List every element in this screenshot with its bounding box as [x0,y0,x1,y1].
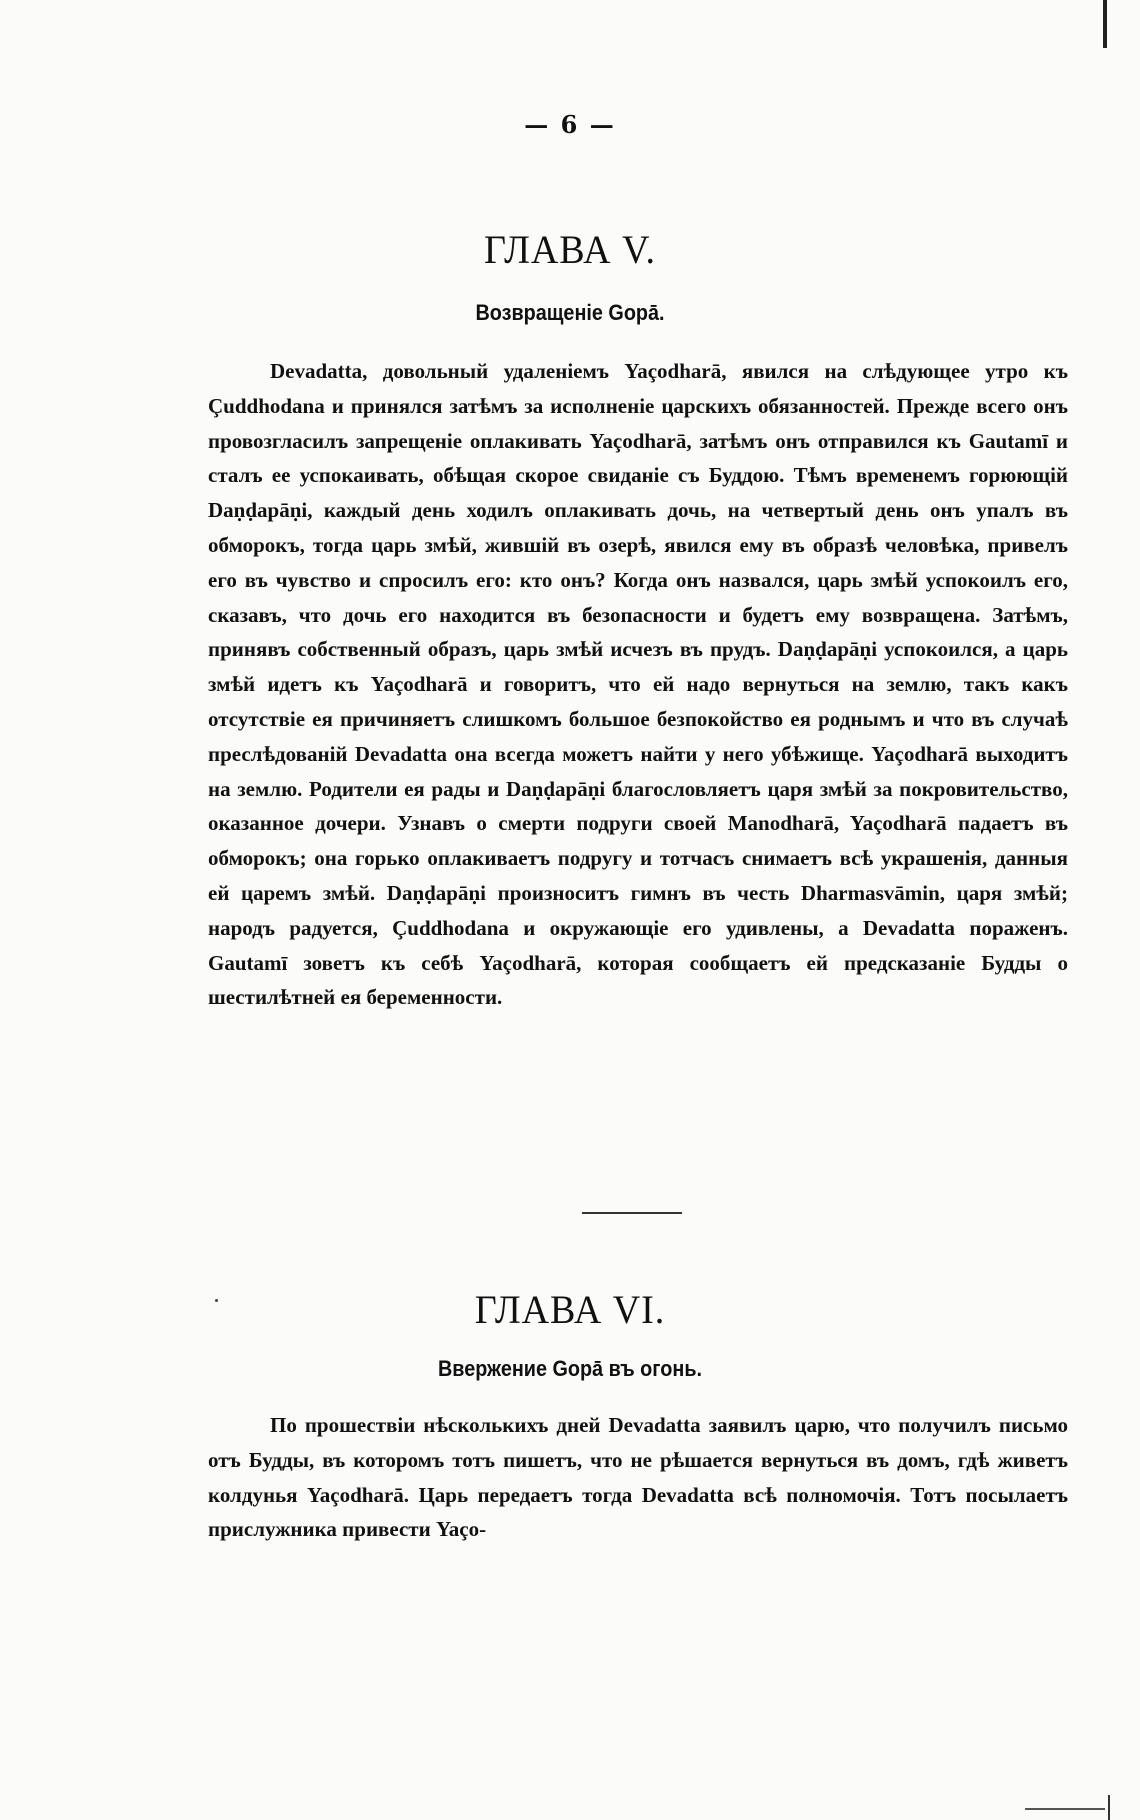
chapter-6-paragraph: По прошествіи нѣсколькихъ дней Devadatta заявилъ царю, что получилъ письмо отъ Будды, въ которомъ тотъ пишетъ, что не рѣшается вернуться въ домъ, гдѣ живетъ колдунья Yaçodharā. Царь передаетъ тогда Devadatta всѣ полномочія. Тотъ посылаетъ прислужника привести Yaço- [208,1413,1068,1542]
chapter-6-title: ГЛАВА VI. [474,1287,666,1332]
scan-edge-mark [1025,1808,1105,1810]
scan-edge-line [1103,0,1107,48]
chapter-divider [582,1212,682,1214]
page-number: — 6 — [524,110,616,139]
chapter-5-paragraph: Devadatta, довольный удаленіемъ Yaçodharā, явился на слѣдующее утро къ Çuddhodana и принялся затѣмъ за исполненіе царскихъ обязанностей. Прежде всего онъ провозгласилъ запрещеніе оплакивать Yaçodharā, затѣмъ онъ отправился къ Gautamī и сталъ ее успокаивать, обѣщая скорое свиданіе съ Буддою. Тѣмъ временемъ горюющій Daṇḍapāṇi, каждый день ходилъ оплакивать дочь, на четвертый день онъ упалъ въ обморокъ, тогда царь змѣй, жившій въ озерѣ, явился ему въ образѣ человѣка, привелъ его въ чувство и спросилъ его: кто онъ? Когда онъ назвался, царь змѣй успокоилъ его, сказавъ, что дочь его находится въ безопасности и будетъ ему возвращена. Затѣмъ, принявъ собственный образъ, царь змѣй исчезъ въ прудъ. Daṇḍapāṇi успокоился, а царь змѣй идетъ къ Yaçodharā и говоритъ, что ей надо вернуться на землю, такъ какъ отсутствіе ея причиняетъ слишкомъ большое безпокойство ея роднымъ и что въ случаѣ преслѣдованій Devadatta она всегда можетъ найти у него убѣжище. Yaçodharā выходитъ на землю. Родители ея рады и Daṇḍapāṇi благословляетъ царя змѣй за покровительство, оказанное дочери. Узнавъ о смерти подруги своей Manodharā, Yaçodharā падаетъ въ обморокъ; она горько оплакиваетъ подругу и тотчасъ снимаетъ всѣ украшенія, данныя ей царемъ змѣй. Daṇḍapāṇi произноситъ гимнъ въ честь Dharmasvāmin, царя змѣй; народъ радуется, Çuddhodana и окружающіе его удивлены, а Devadatta пораженъ. Gautamī зоветъ къ себѣ Yaçodharā, которая сообщаетъ ей предсказаніе Будды о шестилѣтней ея беременности. [208,359,1068,1010]
chapter-5-subtitle: Возвращеніе Gopā. [475,300,665,325]
scan-edge-line-bottom [1108,1795,1110,1820]
chapter-5-title: ГЛАВА V. [484,227,656,272]
chapter-6-subtitle: Ввержение Gopā въ огонь. [437,1356,703,1381]
